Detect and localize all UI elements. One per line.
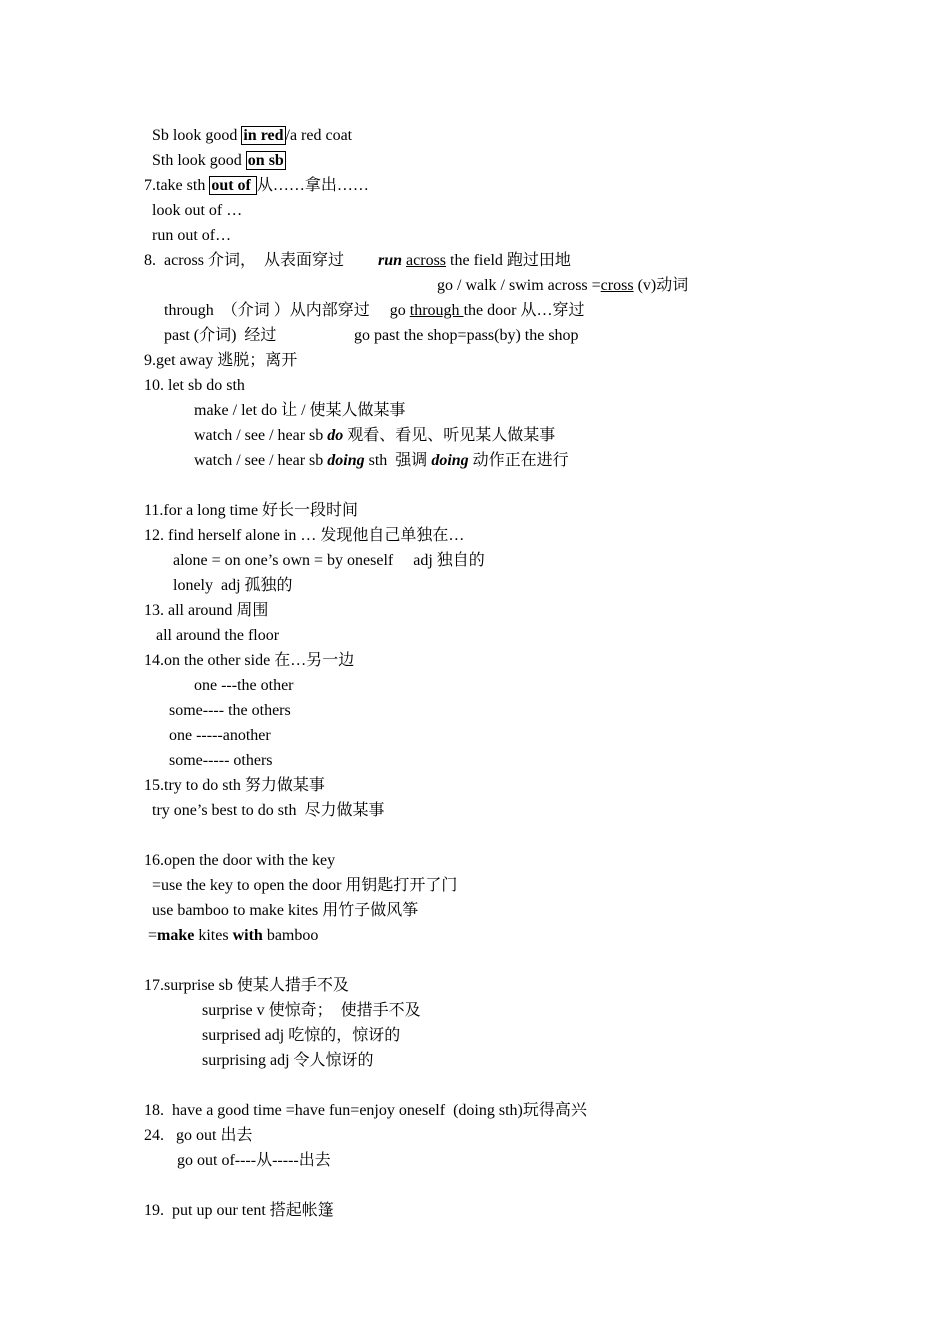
line-lonely: lonely adj 孤独的	[173, 577, 293, 594]
line-surprising-adj: surprising adj 令人惊讶的	[202, 1052, 374, 1069]
line-alone: alone = on one’s own = by oneself adj 独自的	[173, 552, 485, 569]
line-get-away: 9.get away 逃脱；离开	[144, 352, 298, 369]
line-all-around: 13. all around 周围	[144, 602, 269, 619]
line-past: past (介词) 经过 go past the shop=pass(by) the shop	[164, 327, 579, 344]
line-some-the-others: some---- the others	[169, 702, 291, 719]
line-go-out-of: go out of----从-----出去	[177, 1152, 331, 1169]
line-across: 8. across 介词， 从表面穿过 run across the field 跑过田地	[144, 252, 571, 269]
line-make-let-do: make / let do 让 / 使某人做某事	[194, 402, 406, 419]
line-open-door: 16.open the door with the key	[144, 852, 336, 869]
line-long-time: 11.for a long time 好长一段时间	[144, 502, 359, 519]
line-make-with-bamboo: =make kites with bamboo	[148, 927, 319, 944]
line-use-key: =use the key to open the door 用钥匙打开了门	[152, 877, 458, 894]
line-some-others: some----- others	[169, 752, 273, 769]
line-take-out-of: 7.take sth out of 从……拿出……	[144, 177, 369, 194]
line-find-alone: 12. find herself alone in … 发现他自己单独在…	[144, 527, 465, 544]
line-use-bamboo: use bamboo to make kites 用竹子做风筝	[152, 902, 419, 919]
boxed-in-red: in red	[243, 127, 284, 144]
line-let-sb-do: 10. let sb do sth	[144, 377, 245, 394]
line-good-time: 18. have a good time =have fun=enjoy oneself (doing sth)玩得高兴	[144, 1102, 587, 1119]
line-try-best: try one’s best to do sth 尽力做某事	[152, 802, 385, 819]
line-surprise-v: surprise v 使惊奇； 使措手不及	[202, 1002, 421, 1019]
line-look-good-on-sb: Sth look good on sb	[152, 152, 284, 169]
boxed-out-of: out of	[211, 177, 255, 194]
line-through: through （介词 ）从内部穿过 go through the door 从…穿过	[164, 302, 585, 319]
line-run-out-of: run out of…	[152, 227, 232, 244]
line-look-out-of: look out of …	[152, 202, 243, 219]
line-surprised-adj: surprised adj 吃惊的，惊讶的	[202, 1027, 401, 1044]
line-watch-doing: watch / see / hear sb doing sth 强调 doing 动作正在进行	[194, 452, 569, 469]
line-one-the-other: one ---the other	[194, 677, 294, 694]
line-put-up-tent: 19. put up our tent 搭起帐篷	[144, 1202, 334, 1219]
line-try-to-do: 15.try to do sth 努力做某事	[144, 777, 325, 794]
line-cross: go / walk / swim across =cross (v)动词	[437, 277, 689, 294]
line-look-good-in-red: Sb look good in red /a red coat	[152, 127, 353, 144]
line-go-out: 24. go out 出去	[144, 1127, 253, 1144]
boxed-on-sb: on sb	[247, 152, 284, 169]
line-all-around-floor: all around the floor	[156, 627, 280, 644]
line-one-another: one -----another	[169, 727, 271, 744]
line-other-side: 14.on the other side 在…另一边	[144, 652, 355, 669]
line-watch-do: watch / see / hear sb do 观看、看见、听见某人做某事	[194, 427, 556, 444]
line-surprise-sb: 17.surprise sb 使某人措手不及	[144, 977, 349, 994]
